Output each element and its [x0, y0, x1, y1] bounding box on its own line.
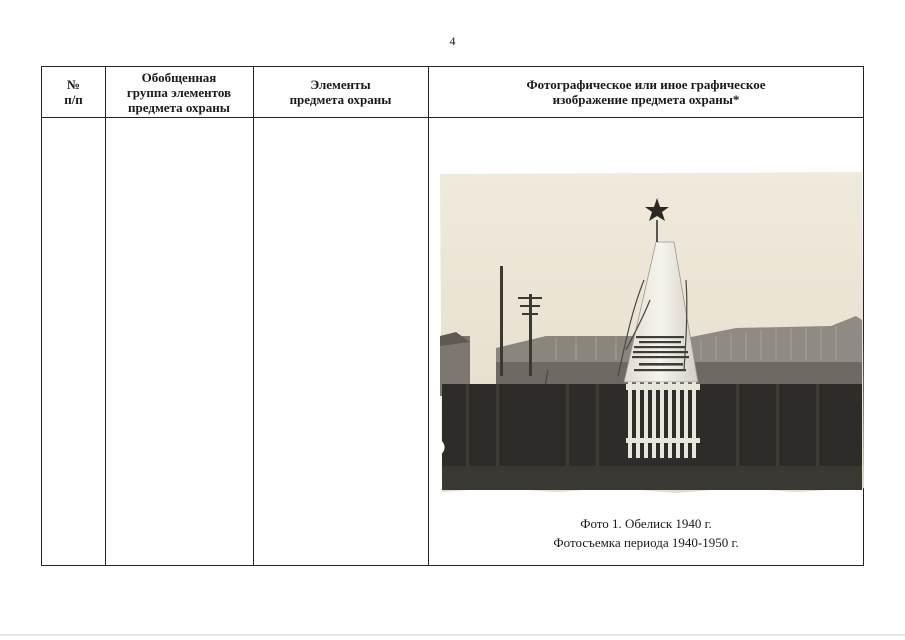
header-divider [42, 117, 863, 118]
column-divider [105, 67, 106, 565]
header-image: Фотографическое или иное графическое изображение предмета охраны* [526, 77, 766, 107]
column-divider [428, 67, 429, 565]
page-bottom-edge [0, 634, 905, 636]
obelisk-photo [436, 170, 865, 496]
photo-caption-period: Фотосъемка периода 1940-1950 г. [553, 535, 739, 550]
header-elements: Элементы предмета охраны [289, 77, 392, 107]
header-number: № п/п [64, 77, 83, 107]
page-number: 4 [449, 34, 456, 48]
header-element-group: Обобщенная группа элементов предмета охраны [126, 69, 232, 115]
column-divider [253, 67, 254, 565]
photo-caption-title: Фото 1. Обелиск 1940 г. [580, 516, 712, 531]
